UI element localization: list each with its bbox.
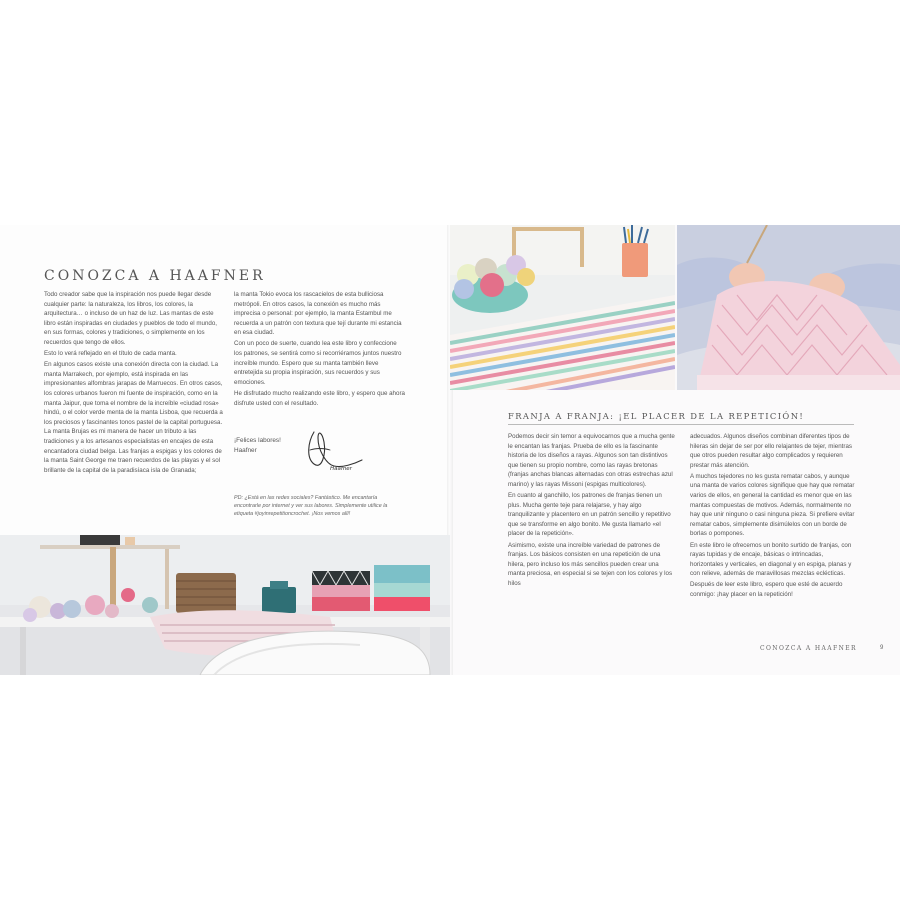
page-number: 9 [880,645,884,651]
paragraph: Podemos decir sin temor a equivocarnos que a mucha gente le encantan las franjas. Prueba de ello es la fascinante historia de los diseños a rayas. Algunos son tan distintivos que tienen su propio nombre, como las rayas bretonas (franjas anchas blancas alternadas con otras estrechas azul marino) y las rayas Missoni (espigas multicolores). [508,433,675,488]
right-column-c [508,432,676,590]
signature-text: Haafner [330,466,352,472]
greeting: ¡Felices labores! [234,437,281,444]
postscript: PD: ¿Está en las redes sociales? Fantástico. Me encantaría encontrarle por internet y ver sus labores. Simplemente utilice la etiqueta #joyinrepetitioncrochet. ¡Nos vemos allí! [234,495,388,517]
yarn-bowl-photo [450,225,675,390]
paragraph: Con un poco de suerte, cuando lea este libro y confeccione los patrones, se sentirá como si recorriéramos juntos nuestro increíble mundo. Espero que su manta también lleve entretejida su propia inspiración, sus recuerdos y sus emociones. [234,340,402,386]
paragraph: la manta Tokio evoca los rascacielos de esta bulliciosa metrópoli. En otros casos, la conexión es mucho más imprecisa o personal: por ejemplo, la manta Estambul me recuerda a un patrón con textura que tejí durante mi estancia en esa ciudad. [234,291,402,337]
author-name: Haafner [234,447,257,454]
craft-room-photo [0,535,450,675]
paragraph: He disfrutado mucho realizando este libro, y espero que ahora disfrute usted con el resultado. [234,389,405,407]
paragraph: En algunos casos existe una conexión directa con la ciudad. La manta Marrakech, por ejemplo, está inspirada en las impresionantes alfombras jarapas de Marruecos. En otros casos, los colores urbanos fueron mi fuente de inspiración, como en la manta Jaipur, que toma el nombre de la increíble «ciudad rosa» hindú, o el color verde menta de la manta Lisboa, que recuerda a los preciosos y fascinantes tonos pastel de la capital portuguesa. La manta Brujas es mi manera de hacer un tributo a las tradiciones y a los artesanos especialistas en encajes de esta encantadora ciudad belga. Las franjas a espigas y los colores de la manta Saint George me traen recuerdos de las playas y el sol brillante de la capital de la paradisíaca isla de Granada; [44,361,223,474]
left-column-b [234,290,406,410]
right-page-title: FRANJA A FRANJA: ¡EL PLACER DE LA REPETICIÓN! [508,411,805,421]
paragraph: En cuanto al ganchillo, los patrones de franjas tienen un plus. Mucha gente teje para relajarse, y hay algo tranquilizante y placentero en un patrón sencillo y repetitivo que se transforme en algo bonito. Me gusta llamarlo «el placer de la repetición». [508,492,671,538]
signoff [234,436,281,456]
paragraph: Después de leer este libro, espero que esté de acuerdo conmigo: ¡hay placer en la repetición! [690,581,843,598]
paragraph: Todo creador sabe que la inspiración nos puede llegar desde cualquier parte: la naturaleza, los libros, los colores, la arquitectura… o incluso de un haz de luz. Las mantas de este libro están inspiradas en ciudades y pueblos de todo el mundo, en sus formas, colores y tradiciones, o simplemente en los recuerdos que tengo de ellos. [44,291,218,346]
crocheting-hands-photo [677,225,900,390]
right-column-d [690,432,858,601]
paragraph: A muchos tejedores no les gusta rematar cabos, y aunque una manta de varios colores signifique que hay que rematar varios de ellos, en general la cantidad es menor que en las mantas compuestas de motivos. Además, normalmente no hay que unir ninguno o casi ninguna pieza. Si prefiere evitar rematar cabos, simplemente disimúlelos con un borde de borlas o pompones. [690,472,855,538]
left-column-a [44,290,224,477]
paragraph: En este libro le ofrecemos un bonito surtido de franjas, con rayas tupidas y de encaje, básicas o intrincadas, horizontales y verticales, en diagonal y en espiga, planas y con relieve, además de maravillosas mezclas eclécticas. [690,541,852,578]
left-page-title: CONOZCA A HAAFNER [44,268,266,284]
title-divider [508,424,854,425]
paragraph: Esto lo verá reflejado en el título de cada manta. [44,350,177,358]
handwritten-signature [300,424,370,476]
paragraph: adecuados. Algunos diseños combinan diferentes tipos de hileras sin dejar de ser por ello relajantes de tejer, mientras que otros pueden resultar algo complicados y requieren prestar más atención. [690,433,852,469]
running-footer: CONOZCA A HAAFNER [760,645,857,652]
paragraph: Asimismo, existe una increíble variedad de patrones de franjas. Los básicos consisten en una repetición de una hilera, pero incluso los más sencillos pueden crear una manta preciosa, en especial si se tejen con los colores y los hilos [508,541,673,587]
